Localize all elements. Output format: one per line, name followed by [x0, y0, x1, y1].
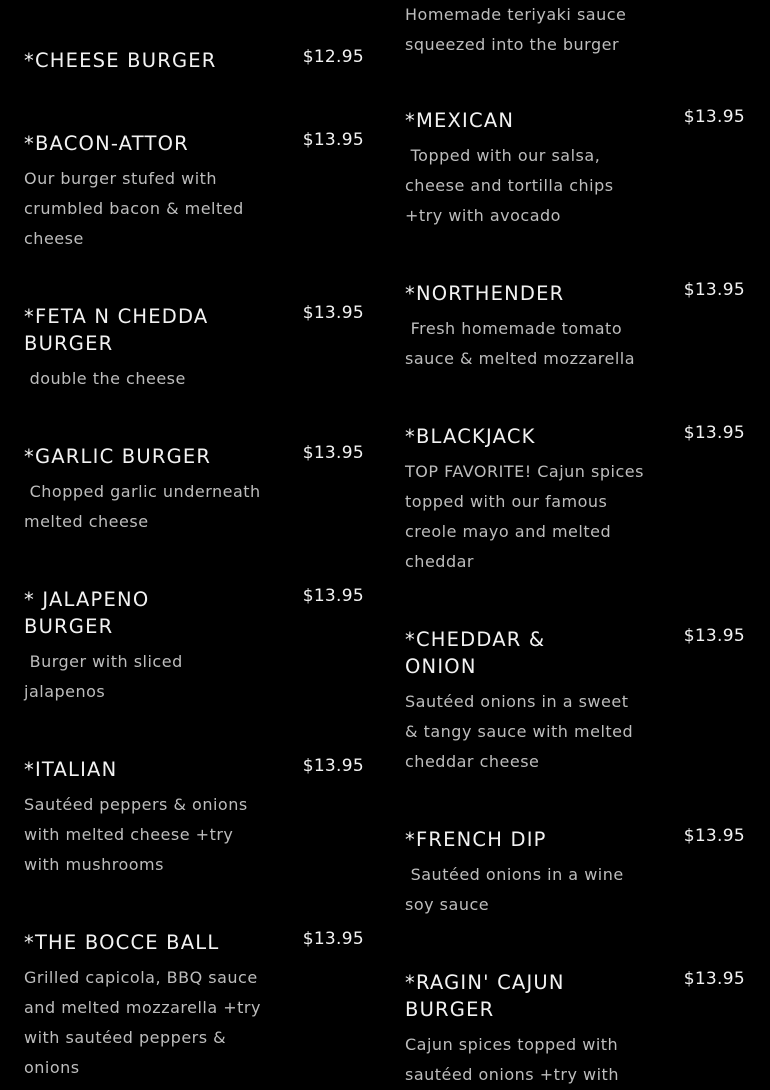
item-description: Chopped garlic underneath melted cheese — [24, 482, 267, 531]
item-name: *CHEDDAR & ONION — [405, 628, 546, 678]
item-price: $12.95 — [302, 47, 364, 67]
item-description: Burger with sliced jalapenos — [24, 652, 189, 701]
item-price: $13.95 — [302, 303, 364, 323]
item-name: * JALAPENO BURGER — [24, 588, 150, 638]
item-description: Our burger stufed with crumbled bacon & melted cheese — [24, 169, 250, 248]
item-description: Fresh homemade tomato sauce & melted mozzarella — [405, 319, 636, 368]
item-price: $13.95 — [683, 423, 745, 443]
item-name: *FETA N CHEDDA BURGER — [24, 305, 209, 355]
item-price: $13.95 — [683, 969, 745, 989]
item-price: $13.95 — [683, 826, 745, 846]
item-name: *THE BOCCE BALL — [24, 931, 220, 954]
item-name: *MEXICAN — [405, 109, 515, 132]
item-description: Sautéed onions in a sweet & tangy sauce with melted cheddar cheese — [405, 692, 639, 771]
item-price: $13.95 — [302, 756, 364, 776]
item-price: $13.95 — [302, 929, 364, 949]
item-price: $13.95 — [683, 107, 745, 127]
item-name: *CHEESE BURGER — [24, 49, 217, 72]
item-name: *FRENCH DIP — [405, 828, 547, 851]
item-description: Sautéed onions in a wine soy sauce — [405, 865, 630, 914]
item-price: $13.95 — [683, 626, 745, 646]
item-price: $13.95 — [302, 130, 364, 150]
item-name: *RAGIN' CAJUN BURGER — [405, 971, 565, 1021]
item-description: Cajun spices topped with sautéed onions +try with — [405, 1035, 624, 1084]
item-name: *GARLIC BURGER — [24, 445, 212, 468]
item-description: Homemade teriyaki sauce squeezed into the burger — [405, 5, 632, 54]
item-price: $13.95 — [302, 586, 364, 606]
item-description: TOP FAVORITE! Cajun spices topped with our famous creole mayo and melted cheddar — [405, 462, 650, 571]
item-price: $13.95 — [302, 443, 364, 463]
item-name: *BLACKJACK — [405, 425, 536, 448]
item-name: *BACON-ATTOR — [24, 132, 189, 155]
item-name: *ITALIAN — [24, 758, 118, 781]
item-description: Grilled capicola, BBQ sauce and melted mozzarella +try with sautéed peppers & onions — [24, 968, 267, 1077]
item-name: *NORTHENDER — [405, 282, 565, 305]
item-description: Sautéed peppers & onions with melted cheese +try with mushrooms — [24, 795, 254, 874]
item-description: double the cheese — [24, 369, 186, 388]
item-price: $13.95 — [683, 280, 745, 300]
item-description: Topped with our salsa, cheese and tortilla chips +try with avocado — [405, 146, 620, 225]
